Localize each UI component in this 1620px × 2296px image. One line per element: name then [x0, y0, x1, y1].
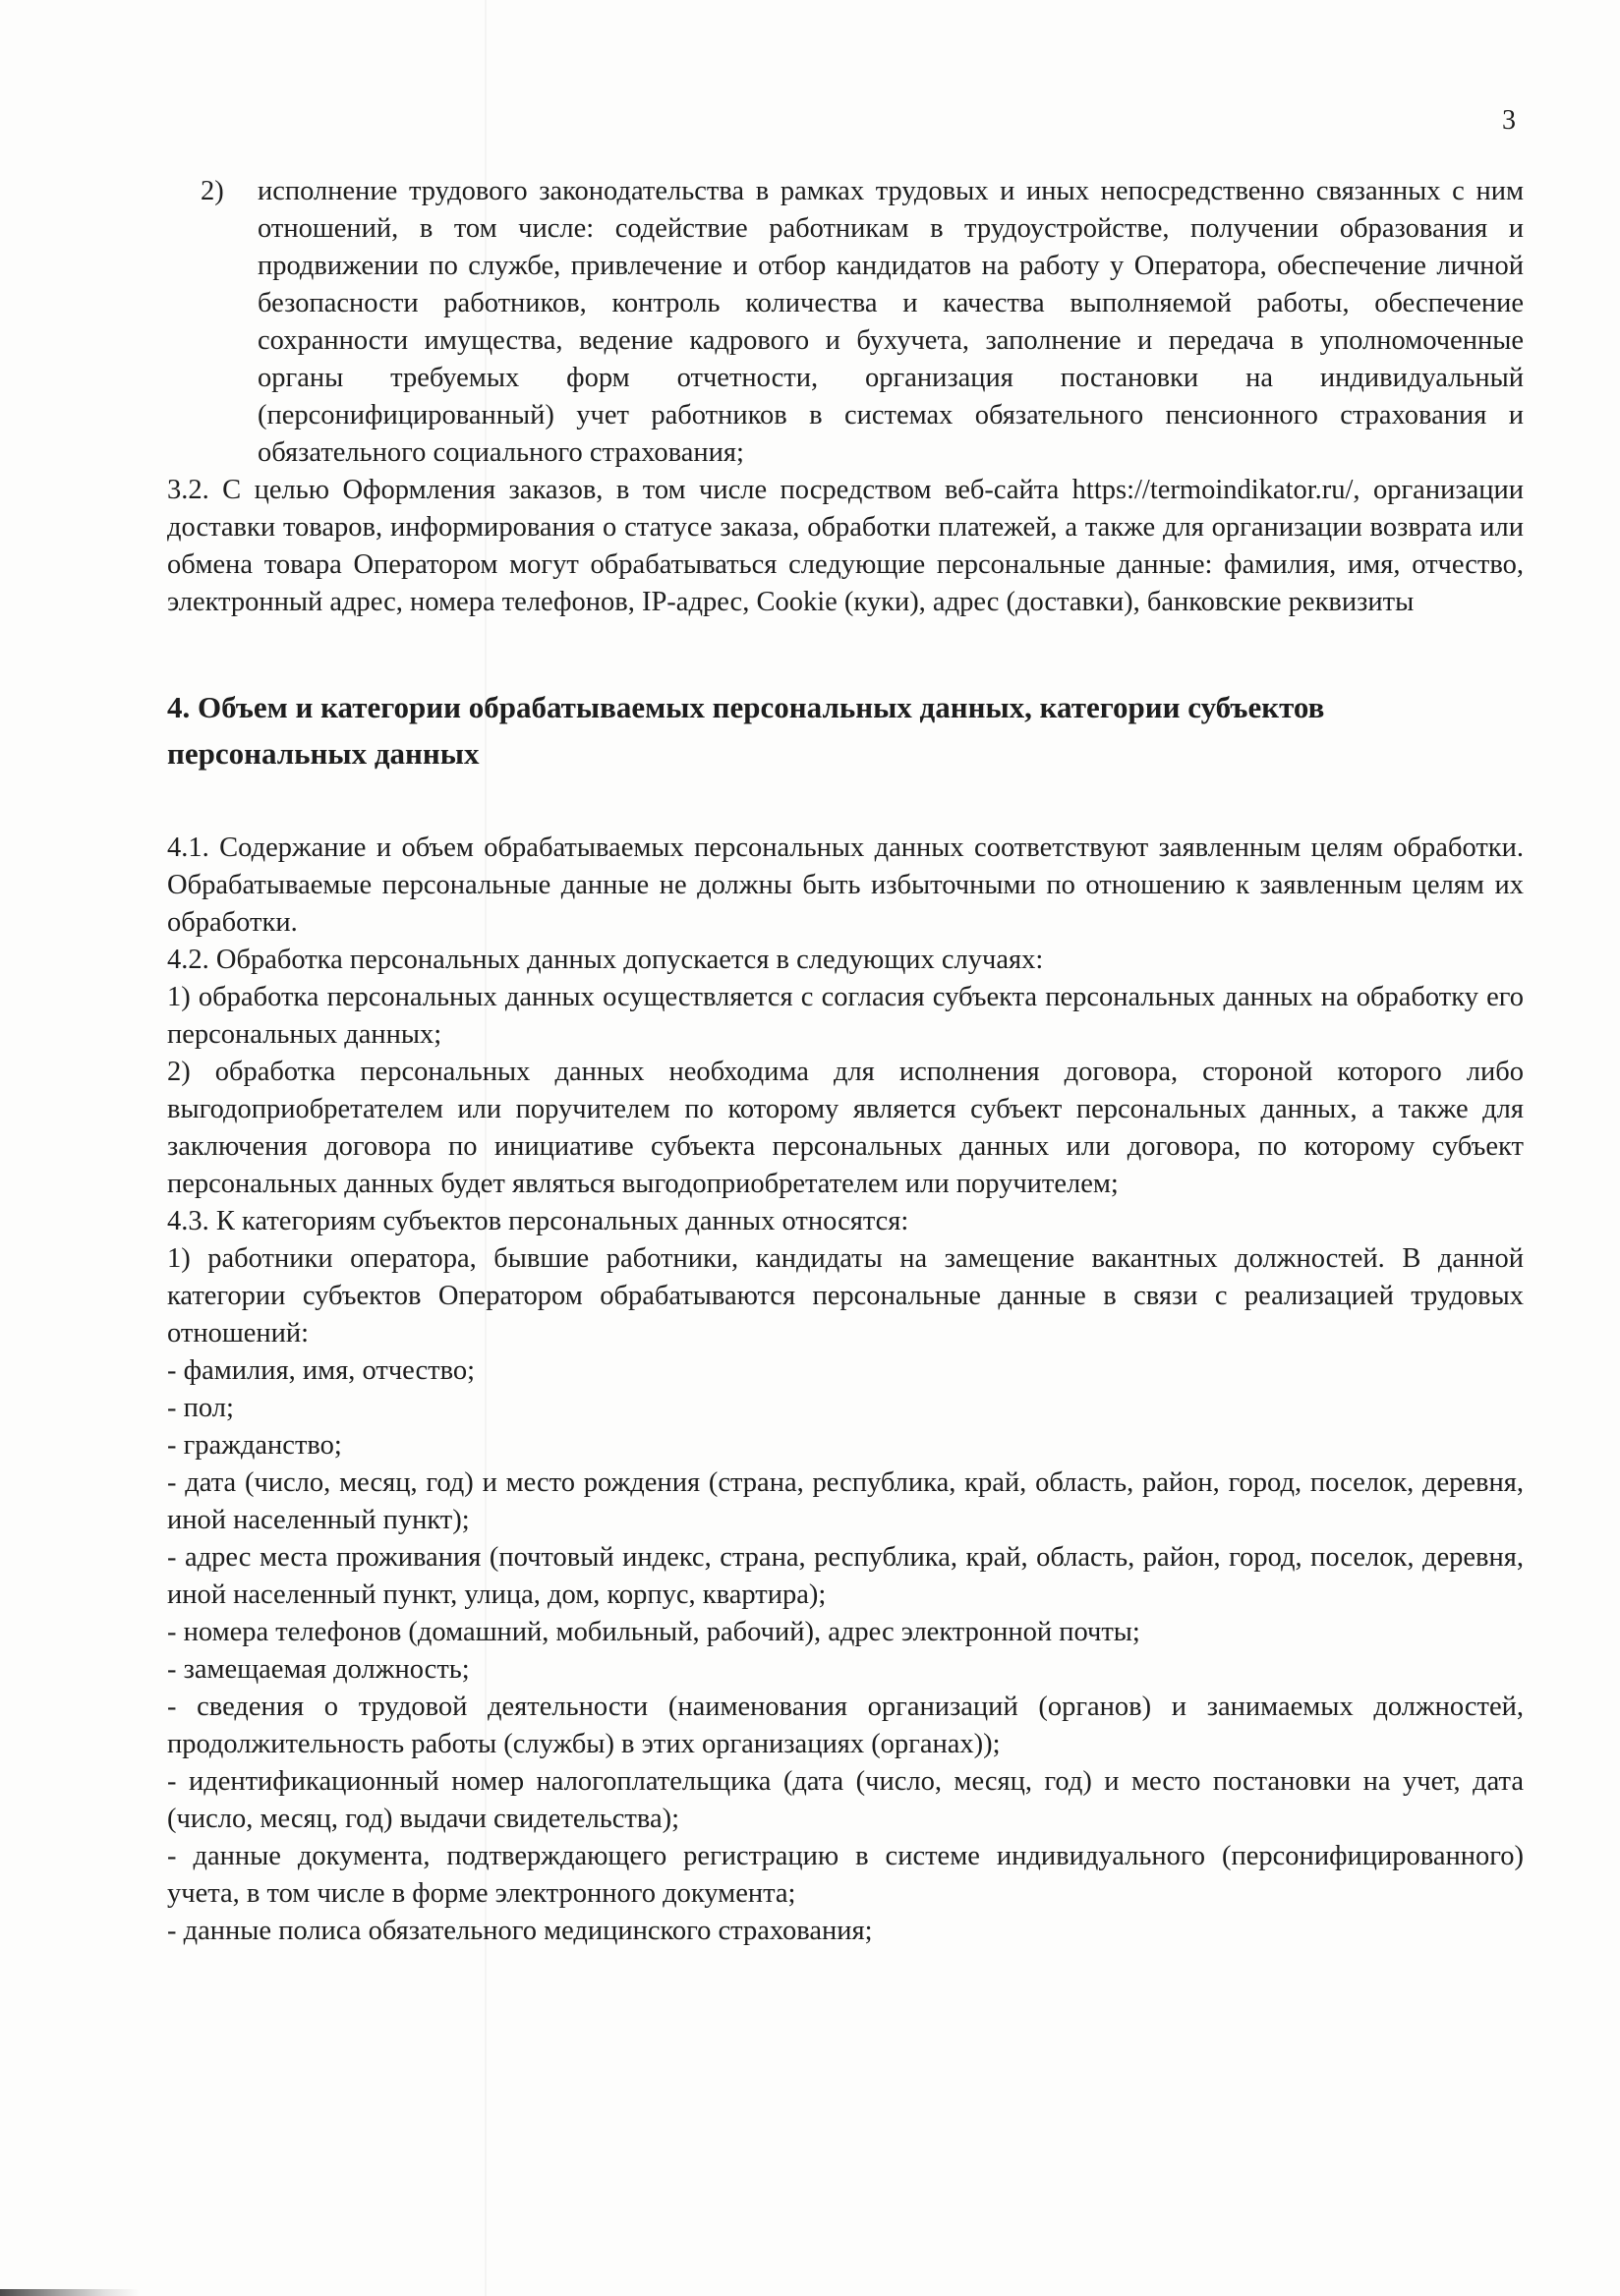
- clause-3-2-paragraph: 3.2. С целью Оформления заказов, в том числе посредством веб-сайта https://termoindikator.ru/, организации доставки товаров, информирования о статусе заказа, обработки платежей, а также для организации возврата или обмена товара Оператором могут обрабатываться следующие персональные данные: фамилия, имя, отчество, электронный адрес, номера телефонов, IP-адрес, Cookie (куки), адрес (доставки), банковские реквизиты: [167, 475, 1524, 617]
- section-4-paragraph: 4.1. Содержание и объем обрабатываемых персональных данных соответствуют заявленным целям обработки. Обрабатываемые персональные данные не должны быть избыточными по отношению к заявленным целям их обработки.: [167, 832, 1524, 938]
- section-4-paragraph: 1) работники оператора, бывшие работники, кандидаты на замещение вакантных должностей. В данной категории субъектов Оператором обрабатываются персональные данные в связи с реализацией трудовых отношений:: [167, 1243, 1524, 1349]
- clause-2-item: [167, 173, 1524, 472]
- section-4-list-item: - дата (число, месяц, год) и место рождения (страна, республика, край, область, район, город, поселок, деревня, иной населенный пункт);: [167, 1467, 1524, 1535]
- page-number: 3: [1502, 105, 1516, 136]
- clause-2-marker: 2): [201, 176, 224, 206]
- section-4-list-item: - данные документа, подтверждающего регистрацию в системе индивидуального (персонифицированного) учета, в том числе в форме электронного документа;: [167, 1841, 1524, 1909]
- section-4-list-item: - пол;: [167, 1393, 234, 1423]
- scan-smudge-artifact: [0, 2289, 140, 2296]
- section-4-list-item: - идентификационный номер налогоплательщика (дата (число, месяц, год) и место постановки на учет, дата (число, месяц, год) выдачи свидетельства);: [167, 1766, 1524, 1834]
- section-4-list-item: - замещаемая должность;: [167, 1654, 470, 1685]
- section-4-list-item: - адрес места проживания (почтовый индекс, страна, республика, край, область, район, город, поселок, деревня, иной населенный пункт, улица, дом, корпус, квартира);: [167, 1542, 1524, 1610]
- document-content: [167, 173, 1524, 1950]
- section-4-paragraph: 4.2. Обработка персональных данных допускается в следующих случаях:: [167, 945, 1044, 975]
- clause-2-text: исполнение трудового законодательства в рамках трудовых и иных непосредственно связанных с ним отношений, в том числе: содействие работникам в трудоустройстве, получении образования и продвижении по службе, привлечение и отбор кандидатов на работу у Оператора, обеспечение личной безопасности работников, контроль количества и качества выполняемой работы, обеспечение сохранности имущества, ведение кадрового и бухучета, заполнение и передача в уполномоченные органы требуемых форм отчетности, организация постановки на индивидуальный (персонифицированный) учет работников в системах обязательного пенсионного страхования и обязательного социального страхования;: [258, 176, 1524, 468]
- section-4-list-item: - фамилия, имя, отчество;: [167, 1355, 476, 1386]
- section-4-list-item: - сведения о трудовой деятельности (наименования организаций (органов) и занимаемых должностей, продолжительность работы (службы) в этих организациях (органах));: [167, 1692, 1524, 1759]
- section-4-list-item: - гражданство;: [167, 1430, 342, 1461]
- section-4-paragraph: 1) обработка персональных данных осуществляется с согласия субъекта персональных данных на обработку его персональных данных;: [167, 982, 1524, 1050]
- section-4-heading: 4. Объем и категории обрабатываемых персональных данных, категории субъектов персональных данных: [167, 690, 1325, 771]
- section-4-list-item: - данные полиса обязательного медицинского страхования;: [167, 1916, 873, 1946]
- section-4-paragraph: 2) обработка персональных данных необходима для исполнения договора, стороной которого либо выгодоприобретателем или поручителем по которому является субъект персональных данных, а также для заключения договора по инициативе субъекта персональных данных или договора, по которому субъект персональных данных будет являться выгодоприобретателем или поручителем;: [167, 1057, 1524, 1199]
- section-4-list-item: - номера телефонов (домашний, мобильный, рабочий), адрес электронной почты;: [167, 1617, 1140, 1647]
- section-4-paragraph: 4.3. К категориям субъектов персональных данных относятся:: [167, 1206, 909, 1236]
